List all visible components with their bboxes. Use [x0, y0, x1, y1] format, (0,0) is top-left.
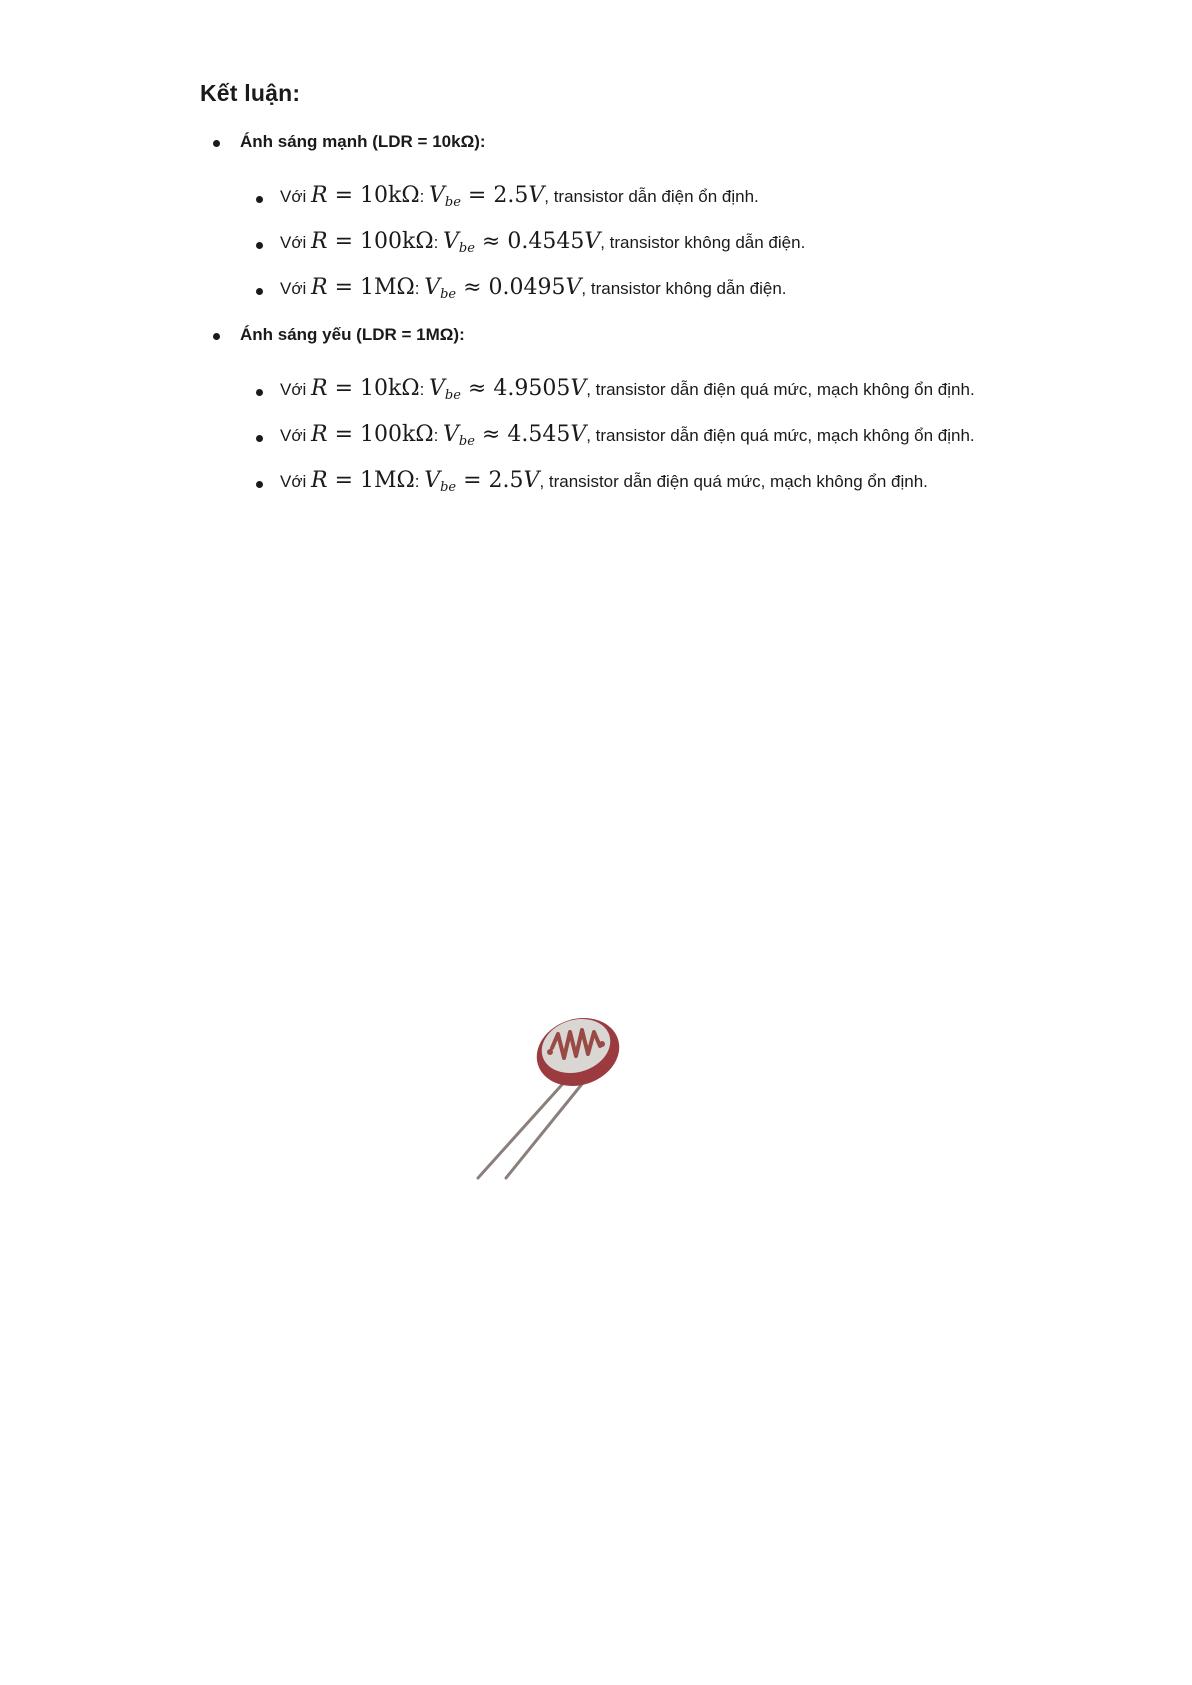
math-expression: R = 10kΩ	[311, 376, 420, 401]
math-expression: R = 100kΩ	[311, 229, 434, 254]
section-weak-light-title: Ánh sáng yếu (LDR = 1MΩ):	[240, 325, 465, 344]
ldr-terminal	[547, 1049, 553, 1055]
math-expression: $V_{be} = 2.5V$	[429, 183, 545, 210]
math-expression: R = 1MΩ	[311, 275, 415, 300]
math-expression: $V_{be} \approx 0.0495V$	[424, 275, 582, 302]
math-expression: $V_{be} = 2.5V$	[424, 468, 540, 495]
math-expression: $V_{be} \approx 0.4545V$	[443, 229, 601, 256]
list-item: Với R = 10kΩ: $V_{be} = 2.5V$, transistor dẫn điện ổn định.	[280, 183, 759, 210]
bullet-icon	[256, 288, 263, 295]
math-expression: $V_{be} \approx 4.545V$	[443, 422, 587, 449]
ldr-terminal	[599, 1041, 605, 1047]
bullet-icon	[256, 196, 263, 203]
list-item: Với R = 1MΩ: $V_{be} \approx 0.0495V$, transistor không dẫn điện.	[280, 275, 787, 302]
lead-wire	[478, 1078, 568, 1178]
math-expression: R = 100kΩ	[311, 422, 434, 447]
list-item: Với R = 100kΩ: $V_{be} \approx 4.545V$, transistor dẫn điện quá mức, mạch không ổn định.	[280, 422, 975, 449]
conclusion-heading: Kết luận:	[200, 80, 301, 106]
bullet-icon	[213, 333, 220, 340]
bullet-icon	[256, 242, 263, 249]
ldr-photoresistor-icon	[470, 1010, 660, 1180]
list-item: Với R = 1MΩ: $V_{be} = 2.5V$, transistor dẫn điện quá mức, mạch không ổn định.	[280, 468, 928, 495]
bullet-icon	[256, 389, 263, 396]
list-item: Với R = 100kΩ: $V_{be} \approx 0.4545V$, transistor không dẫn điện.	[280, 229, 806, 256]
math-expression: R = 1MΩ	[311, 468, 415, 493]
bullet-icon	[256, 435, 263, 442]
list-item: Với R = 10kΩ: $V_{be} \approx 4.9505V$, transistor dẫn điện quá mức, mạch không ổn định.	[280, 376, 975, 403]
bullet-icon	[256, 481, 263, 488]
section-strong-light-title: Ánh sáng mạnh (LDR = 10kΩ):	[240, 132, 486, 151]
math-expression: R = 10kΩ	[311, 183, 420, 208]
math-expression: $V_{be} \approx 4.9505V$	[429, 376, 587, 403]
lead-wire	[506, 1084, 582, 1178]
bullet-icon	[213, 140, 220, 147]
